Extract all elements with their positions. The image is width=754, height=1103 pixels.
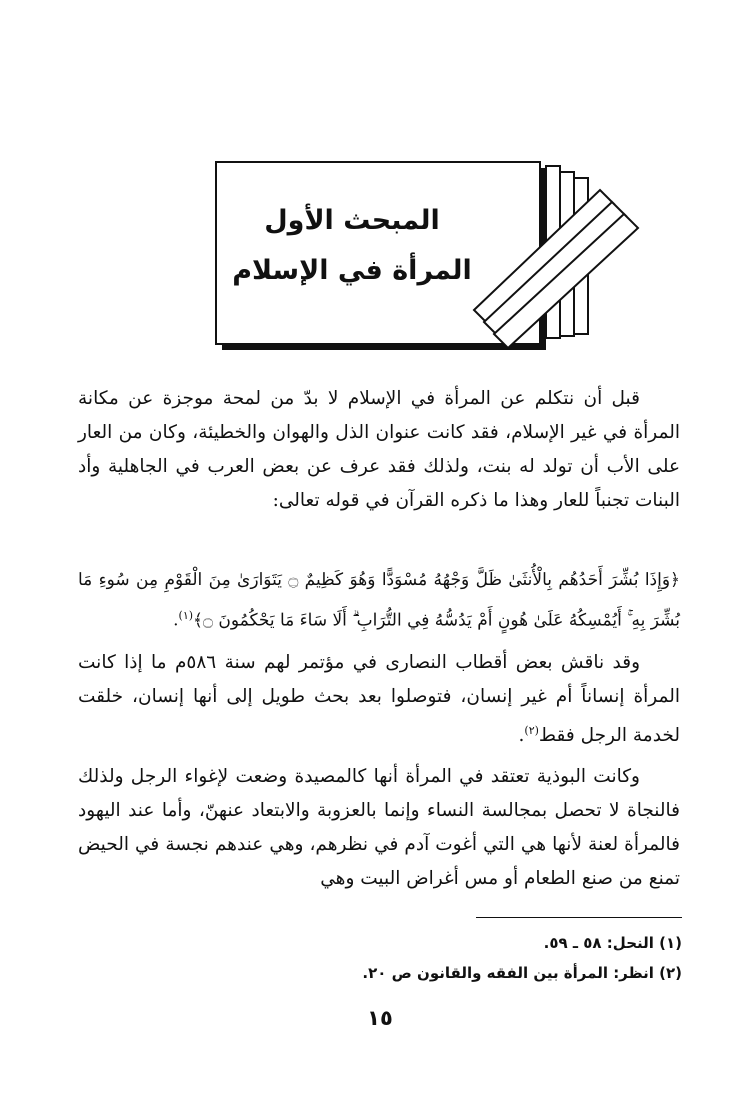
chapter-subheading: المرأة في الإسلام [232, 255, 472, 286]
chapter-title-frame [0, 0, 754, 360]
page-number: ١٥ [367, 1006, 393, 1030]
footnote-1: (١) النحل: ٥٨ ـ ٥٩. [543, 934, 682, 952]
paragraph-christian: وقد ناقش بعض أقطاب النصارى في مؤتمر لهم سنة ٥٨٦م ما إذا كانت المرأة إنساناً أم غير إنسان، فتوصلوا بعد بحث طويل إلى أنها إنسان، خلقت لخدمة الرجل فقط$^{(٢)}$. [78, 652, 680, 747]
quran-verse: ﴿وَإِذَا بُشِّرَ أَحَدُهُم بِالْأُنثَىٰ ظَلَّ وَجْهُهُ مُسْوَدًّا وَهُوَ كَظِيمٌ ۝ يَتَوَارَىٰ مِنَ الْقَوْمِ مِن سُوءِ مَا بُشِّرَ بِهِ ۚ أَيُمْسِكُهُ عَلَىٰ هُونٍ أَمْ يَدُسُّهُ فِي التُّرَابِ ۗ أَلَا سَاءَ مَا يَحْكُمُونَ ۝﴾$^{(١)}$. [78, 570, 681, 631]
title-frame-graphic [0, 0, 754, 360]
chapter-title [222, 196, 482, 296]
chapter-heading: المبحث الأول [264, 205, 440, 236]
quran-verse-text: ﴿وَإِذَا بُشِّرَ أَحَدُهُم بِالْأُنثَىٰ ظَلَّ وَجْهُهُ مُسْوَدًّا وَهُوَ كَظِيمٌ ۝ يَتَوَارَىٰ مِنَ الْقَوْمِ مِن سُوءِ مَا بُشِّرَ بِهِ ۚ أَيُمْسِكُهُ عَلَىٰ هُونٍ أَمْ يَدُسُّهُ فِي التُّرَابِ ۗ أَلَا سَاءَ مَا يَحْكُمُونَ ۝﴾ [78, 570, 681, 631]
paragraph-christian-text: وقد ناقش بعض أقطاب النصارى في مؤتمر لهم سنة ٥٨٦م ما إذا كانت المرأة إنساناً أم غير إنسان، فتوصلوا بعد بحث طويل إلى أنها إنسان، خلقت لخدمة الرجل فقط [78, 652, 680, 747]
footnote-2: (٢) انظر: المرأة بين الفقه والقانون ص ٢٠. [362, 964, 682, 982]
footnotes [300, 928, 682, 988]
paragraph-intro: قبل أن نتكلم عن المرأة في الإسلام لا بدّ من لمحة موجزة عن مكانة المرأة في غير الإسلام، فقد كانت عنوان الذل والهوان والخطيئة، وكان من العار على الأب أن تولد له بنت، ولذلك فقد عرف عن بعض العرب في الجاهلية وأد البنات تجنباً للعار وهذا ما ذكره القرآن في قوله تعالى: [78, 388, 680, 511]
footnote-ref-1: (١) [178, 609, 194, 622]
footnote-ref-2: (٢) [524, 724, 539, 737]
paragraph-buddhism: وكانت البوذية تعتقد في المرأة أنها كالمصيدة وضعت لإغواء الرجل ولذلك فالنجاة لا تحصل بمجالسة النساء وإنما بالعزوبة والابتعاد عنهنّ، وأما عند اليهود فالمرأة لعنة لأنها هي التي أغوت آدم في نظرهم، وهي عندهم نجسة في الحيض تمنع من صنع الطعام أو مس أغراض البيت وهي [78, 766, 680, 889]
footnote-divider [476, 917, 682, 918]
